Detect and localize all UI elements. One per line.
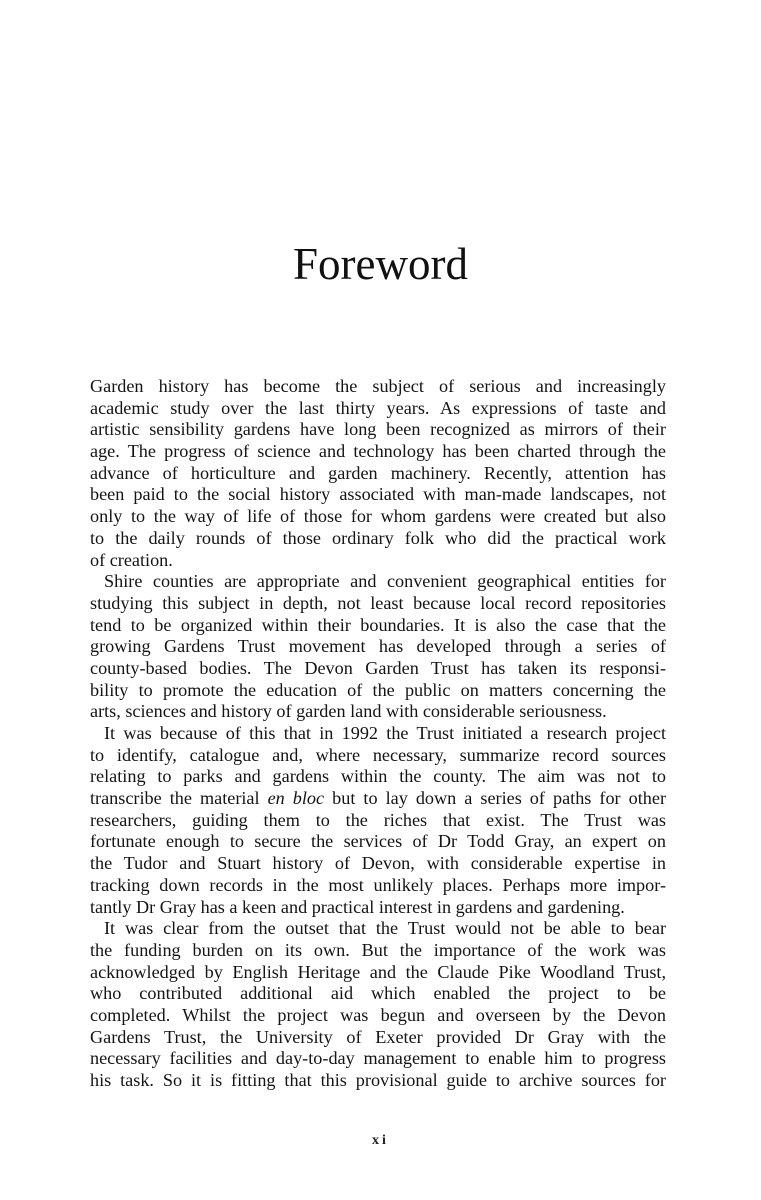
text-line: tantly Dr Gray has a keen and practical interest in gardens and gardening.: [90, 896, 625, 917]
text-line: his task. So it is fitting that this provisional guide to archive sources for: [90, 1070, 666, 1090]
text-line: It was clear from the outset that the Trust would not be able to bear: [104, 918, 666, 939]
text-line: acknowledged by English Heritage and the Claude Pike Woodland Trust,: [90, 961, 666, 982]
text-line: researchers, guiding them to the riches that exist. The Trust was: [90, 809, 666, 830]
text-line: to the daily rounds of those ordinary folk who did the practical work: [90, 527, 666, 548]
text-line: of creation.: [90, 549, 173, 570]
text-line: academic study over the last thirty years. As expressions of taste and: [90, 397, 666, 418]
page-number: xi: [372, 1133, 389, 1148]
text-line: tracking down records in the most unlikely places. Perhaps more impor-: [90, 874, 666, 895]
text-line: arts, sciences and history of garden land with considerable seriousness.: [90, 701, 607, 722]
text-line: been paid to the social history associated with man-made landscapes, not: [90, 484, 666, 505]
text-line: artistic sensibility gardens have long been recognized as mirrors of their: [90, 419, 666, 440]
text-line: advance of horticulture and garden machinery. Recently, attention has: [90, 462, 666, 483]
paragraph-3: [90, 723, 666, 918]
text-segment: transcribe the material: [90, 788, 268, 809]
text-line: necessary facilities and day-to-day management to enable him to progress: [90, 1048, 666, 1069]
paragraph-4: [90, 918, 666, 1092]
text-line: to identify, catalogue and, where necessary, summarize record sources: [90, 744, 666, 765]
text-line: who contributed additional aid which enabled the project to be: [90, 983, 666, 1004]
text-line: only to the way of life of those for whom gardens were created but also: [90, 506, 666, 527]
text-line: age. The progress of science and technology has been charted through the: [90, 441, 666, 462]
text-line: bility to promote the education of the public on matters concerning the: [90, 679, 666, 700]
text-line: growing Gardens Trust movement has developed through a series of: [90, 636, 666, 657]
text-line: the Tudor and Stuart history of Devon, with considerable expertise in: [90, 853, 666, 874]
page-title: Foreword: [293, 239, 468, 289]
text-line: the funding burden on its own. But the importance of the work was: [90, 939, 666, 960]
paragraph-1: [90, 376, 666, 571]
text-line: Gardens Trust, the University of Exeter provided Dr Gray with the: [90, 1026, 666, 1047]
text-line: fortunate enough to secure the services of Dr Todd Gray, an expert on: [90, 831, 666, 852]
text-line: relating to parks and gardens within the county. The aim was not to: [90, 766, 666, 787]
text-line: county-based bodies. The Devon Garden Trust has taken its responsi-: [90, 657, 666, 678]
text-line: completed. Whilst the project was begun and overseen by the Devon: [90, 1004, 666, 1025]
italic-phrase: en bloc: [267, 788, 325, 809]
foreword-body: [90, 376, 666, 1092]
text-line: studying this subject in depth, not least because local record repositories: [90, 592, 666, 613]
text-segment: but to lay down a series of paths for other: [324, 788, 666, 809]
text-line: It was because of this that in 1992 the Trust initiated a research project: [104, 723, 666, 743]
text-line: Garden history has become the subject of serious and increasingly: [90, 376, 666, 396]
text-line-with-italic: [90, 788, 666, 810]
paragraph-2: [90, 571, 666, 723]
text-line: Shire counties are appropriate and convenient geographical entities for: [104, 571, 666, 592]
text-line: tend to be organized within their boundaries. It is also the case that the: [90, 614, 666, 635]
